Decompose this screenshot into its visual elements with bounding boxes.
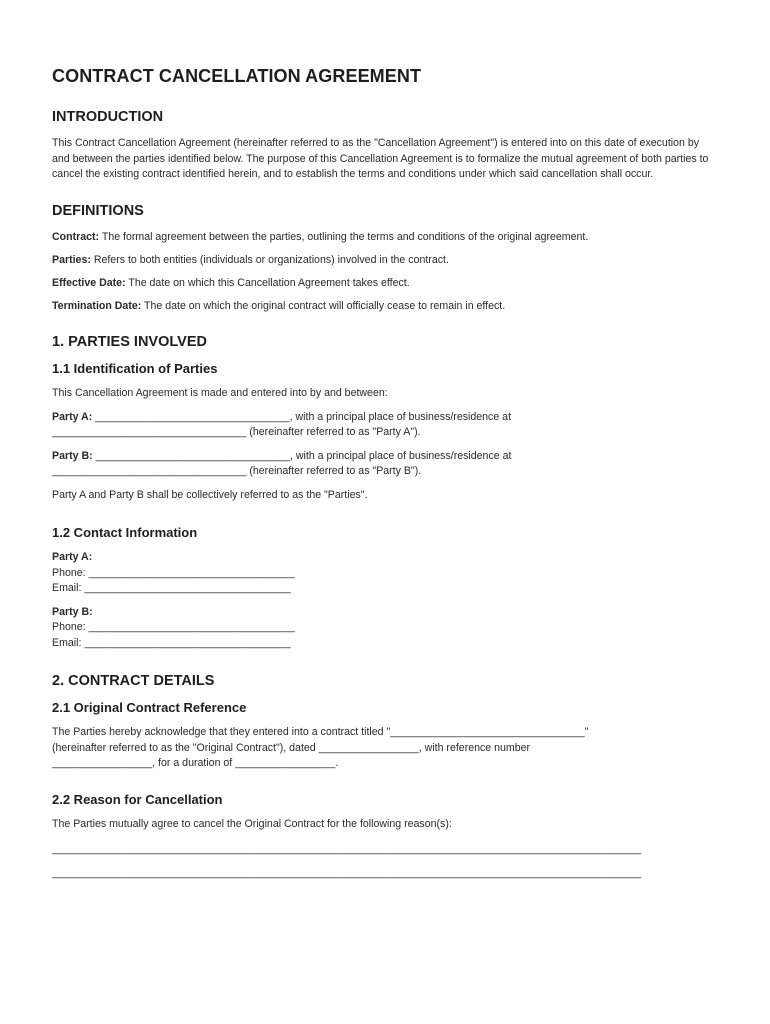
definition-item bbox=[52, 299, 718, 315]
definition-term: Parties: bbox=[52, 253, 91, 266]
contact-party-b-email: Email: ___________________________________ bbox=[52, 636, 291, 649]
identification-heading: 1.1 Identification of Parties bbox=[52, 361, 218, 376]
party-a-label: Party A: bbox=[52, 410, 93, 423]
parties-heading: 1. PARTIES INVOLVED bbox=[52, 334, 207, 350]
contact-party-b-phone: Phone: ___________________________________ bbox=[52, 621, 295, 633]
contract-reference-heading: 2.1 Original Contract Reference bbox=[52, 700, 247, 715]
definition-text: The date on which the original contract will officially cease to remain in effect. bbox=[141, 299, 506, 312]
party-b-line-1 bbox=[52, 449, 718, 465]
party-a-name-field: _________________________________, with a principal place of business/residence at bbox=[92, 410, 512, 423]
definition-term: Effective Date: bbox=[52, 276, 126, 289]
definition-item bbox=[52, 230, 718, 246]
party-b-name-field: _________________________________, with a principal place of business/residence at bbox=[92, 449, 512, 462]
contact-heading: 1.2 Contact Information bbox=[52, 525, 198, 540]
contact-party-a-phone: Phone: ___________________________________ bbox=[52, 566, 295, 579]
cancellation-reason-blank-2: ____________________________________________________________________________________________________ bbox=[52, 866, 642, 879]
contract-details-heading: 2. CONTRACT DETAILS bbox=[52, 673, 215, 689]
cancellation-reason-intro: The Parties mutually agree to cancel the Original Contract for the following reason(s): bbox=[52, 817, 452, 830]
contract-reference-line-1: The Parties hereby acknowledge that they entered into a contract titled "_________________________________" bbox=[52, 726, 589, 738]
party-a-line-2: _________________________________ (hereinafter referred to as "Party A"). bbox=[52, 426, 421, 438]
definition-text: The date on which this Cancellation Agreement takes effect. bbox=[125, 276, 410, 289]
document-title: CONTRACT CANCELLATION AGREEMENT bbox=[52, 66, 422, 86]
definitions-heading: DEFINITIONS bbox=[52, 202, 144, 219]
definition-item bbox=[52, 276, 718, 292]
cancellation-reason-blank-1: ____________________________________________________________________________________________________ bbox=[52, 843, 642, 855]
contact-party-b-label: Party B: bbox=[52, 605, 93, 618]
definition-text: The formal agreement between the parties, outlining the terms and conditions of the original agreement. bbox=[99, 230, 589, 243]
introduction-heading: INTRODUCTION bbox=[52, 109, 164, 125]
cancellation-reason-heading: 2.2 Reason for Cancellation bbox=[52, 791, 223, 807]
contact-party-a-label: Party A: bbox=[52, 551, 93, 563]
definition-term: Termination Date: bbox=[52, 299, 142, 312]
parties-collective-note: Party A and Party B shall be collectively referred to as the "Parties". bbox=[52, 488, 368, 501]
party-b-label: Party B: bbox=[52, 449, 93, 462]
contract-reference-line-2: (hereinafter referred to as the "Original Contract"), dated _________________, with reference number bbox=[52, 741, 531, 754]
introduction-text: This Contract Cancellation Agreement (hereinafter referred to as the "Cancellation Agreement") is entered into on this date of execution by and between the parties identified below. The purpose of this Cancellation Agreement is to formalize the mutual agreement of both parties to cancel the existing contract identified herein, and to establish the terms and conditions under which said cancellation shall occur. bbox=[52, 137, 709, 180]
definition-term: Contract: bbox=[52, 230, 100, 243]
party-a-line-1 bbox=[52, 410, 718, 426]
identification-intro: This Cancellation Agreement is made and entered into by and between: bbox=[52, 387, 388, 399]
party-b-line-2: _________________________________ (hereinafter referred to as "Party B"). bbox=[52, 465, 422, 477]
contract-reference-line-3: _________________, for a duration of _________________. bbox=[52, 757, 339, 769]
contact-party-a-email: Email: ___________________________________ bbox=[52, 582, 291, 594]
definition-text: Refers to both entities (individuals or organizations) involved in the contract. bbox=[90, 253, 449, 266]
definition-item bbox=[52, 253, 718, 269]
